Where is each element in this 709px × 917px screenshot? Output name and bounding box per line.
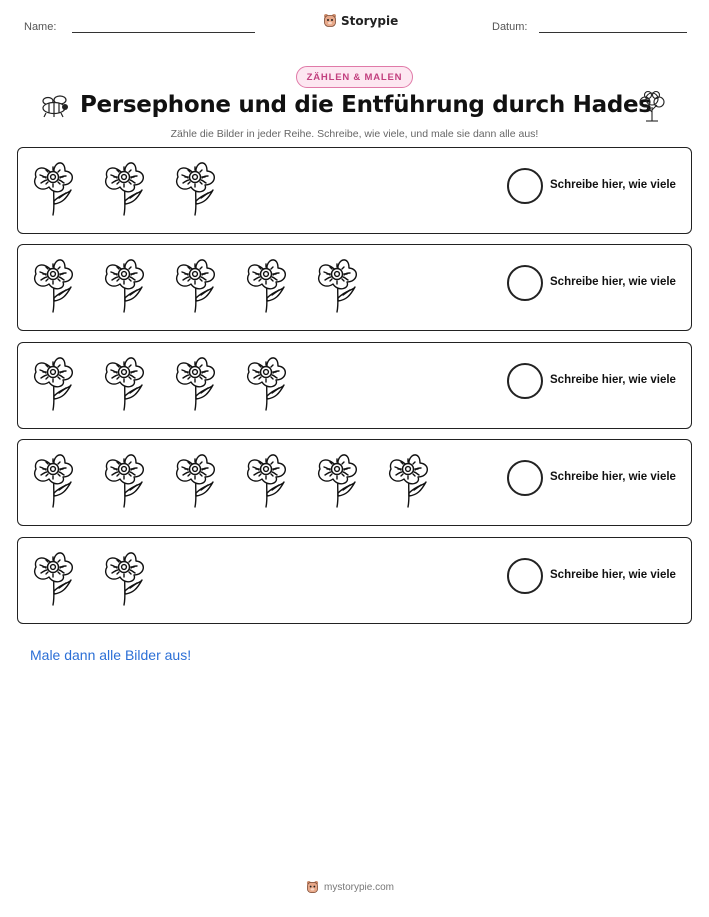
flower-icon [103,547,147,607]
flower-icon [174,352,218,412]
brand-name: Storypie [341,13,399,28]
answer-label: Schreibe hier, wie viele [550,179,676,191]
flower-icon [32,157,76,217]
storypie-logo-icon [306,880,319,894]
flower-icon [174,254,218,314]
flower-icon [174,449,218,509]
flower-icon [32,449,76,509]
counting-row [17,537,692,624]
flower-group [32,352,289,412]
flower-icon [174,157,218,217]
flower-icon [103,157,147,217]
counting-row [17,244,692,331]
flower-icon [245,254,289,314]
flower-icon [32,254,76,314]
answer-circle[interactable] [507,168,543,204]
flower-icon [316,449,360,509]
answer-circle[interactable] [507,265,543,301]
flower-icon [316,254,360,314]
flower-group [32,254,360,314]
flower-icon [32,547,76,607]
date-field[interactable] [539,32,687,33]
footer-url: mystorypie.com [324,881,395,893]
name-label: Name: [24,21,57,33]
counting-row [17,342,692,429]
answer-circle[interactable] [507,363,543,399]
category-badge: ZÄHLEN & MALEN [296,66,413,88]
page-title: Persephone und die Entführung durch Hades [80,92,652,118]
flower-icon [103,254,147,314]
flower-group [32,157,218,217]
date-label: Datum: [492,21,528,33]
answer-label: Schreibe hier, wie viele [550,471,676,483]
flower-icon [32,352,76,412]
flower-icon [103,352,147,412]
flower-icon [245,352,289,412]
storypie-logo-icon [323,13,337,28]
color-instruction: Male dann alle Bilder aus! [30,647,192,663]
counting-row [17,147,692,234]
flower-icon [387,449,431,509]
flower-icon [245,449,289,509]
flower-icon [103,449,147,509]
name-field[interactable] [72,32,255,33]
counting-row [17,439,692,526]
bee-icon [40,94,72,118]
footer [306,880,394,894]
page-instructions: Zähle die Bilder in jeder Reihe. Schreibe, wie viele, und male sie dann alle aus! [170,128,539,140]
flower-group [32,547,147,607]
brand [323,13,398,28]
answer-label: Schreibe hier, wie viele [550,374,676,386]
flower-group [32,449,431,509]
tree-icon [638,90,666,122]
answer-label: Schreibe hier, wie viele [550,276,676,288]
answer-label: Schreibe hier, wie viele [550,569,676,581]
answer-circle[interactable] [507,460,543,496]
answer-circle[interactable] [507,558,543,594]
